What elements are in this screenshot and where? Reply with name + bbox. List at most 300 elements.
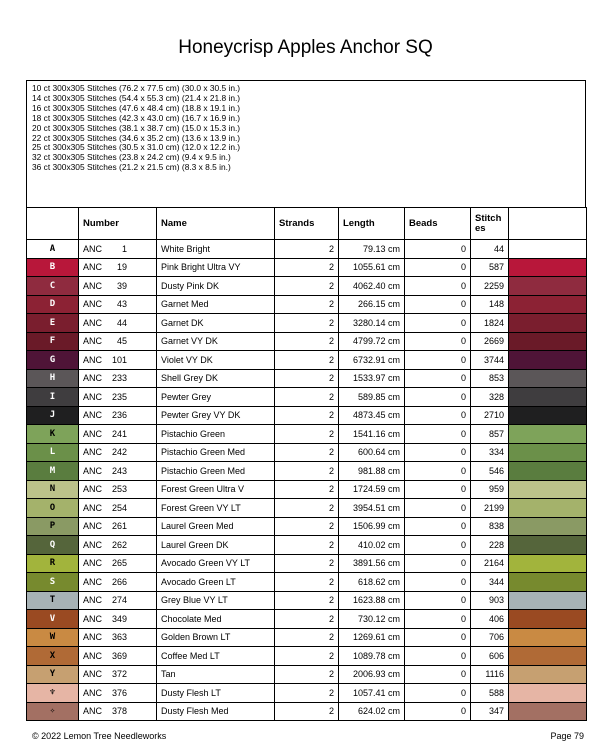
name-header: Name bbox=[157, 208, 275, 240]
brand-label: ANC bbox=[83, 632, 103, 643]
number-cell bbox=[79, 295, 157, 314]
beads-cell: 0 bbox=[405, 591, 471, 610]
name-cell: Chocolate Med bbox=[157, 610, 275, 629]
floss-number: 266 bbox=[111, 576, 127, 587]
color-swatch bbox=[509, 388, 587, 407]
color-swatch bbox=[509, 240, 587, 259]
length-cell: 3280.14 cm bbox=[339, 314, 405, 333]
beads-cell: 0 bbox=[405, 240, 471, 259]
name-cell: Grey Blue VY LT bbox=[157, 591, 275, 610]
stitches-cell: 2710 bbox=[471, 406, 509, 425]
length-cell: 3891.56 cm bbox=[339, 554, 405, 573]
brand-label: ANC bbox=[83, 262, 103, 273]
number-cell bbox=[79, 277, 157, 296]
strands-cell: 2 bbox=[275, 240, 339, 259]
color-swatch bbox=[509, 295, 587, 314]
length-cell: 981.88 cm bbox=[339, 462, 405, 481]
stitches-cell: 903 bbox=[471, 591, 509, 610]
length-cell: 600.64 cm bbox=[339, 443, 405, 462]
stitches-cell: 1116 bbox=[471, 665, 509, 684]
color-swatch bbox=[509, 480, 587, 499]
floss-number: 254 bbox=[111, 502, 127, 513]
strands-cell: 2 bbox=[275, 702, 339, 721]
strands-cell: 2 bbox=[275, 425, 339, 444]
floss-legend-table bbox=[26, 207, 587, 721]
strands-cell: 2 bbox=[275, 295, 339, 314]
table-row bbox=[27, 573, 587, 592]
symbol-cell: N bbox=[27, 480, 79, 499]
beads-cell: 0 bbox=[405, 388, 471, 407]
table-row bbox=[27, 332, 587, 351]
brand-label: ANC bbox=[83, 521, 103, 532]
fabric-size-line: 16 ct 300x305 Stitches (47.6 x 48.4 cm) (18.8 x 19.1 in.) bbox=[32, 102, 241, 113]
stitches-cell: 3744 bbox=[471, 351, 509, 370]
stitches-cell: 2164 bbox=[471, 554, 509, 573]
number-cell bbox=[79, 480, 157, 499]
table-row bbox=[27, 295, 587, 314]
floss-number: 1 bbox=[121, 243, 127, 254]
name-cell: Dusty Flesh Med bbox=[157, 702, 275, 721]
length-cell: 1057.41 cm bbox=[339, 684, 405, 703]
number-header: Number bbox=[79, 208, 157, 240]
name-cell: Pistachio Green Med bbox=[157, 443, 275, 462]
table-row bbox=[27, 480, 587, 499]
length-cell: 1541.16 cm bbox=[339, 425, 405, 444]
symbol-cell: T bbox=[27, 591, 79, 610]
beads-cell: 0 bbox=[405, 295, 471, 314]
number-cell bbox=[79, 684, 157, 703]
brand-label: ANC bbox=[83, 465, 103, 476]
brand-label: ANC bbox=[83, 687, 103, 698]
brand-label: ANC bbox=[83, 613, 103, 624]
symbol-cell: S bbox=[27, 573, 79, 592]
beads-cell: 0 bbox=[405, 332, 471, 351]
name-cell: Coffee Med LT bbox=[157, 647, 275, 666]
fabric-sizes-box bbox=[26, 80, 586, 208]
name-cell: Golden Brown LT bbox=[157, 628, 275, 647]
floss-number: 43 bbox=[116, 299, 127, 310]
brand-label: ANC bbox=[83, 576, 103, 587]
beads-cell: 0 bbox=[405, 480, 471, 499]
table-row bbox=[27, 443, 587, 462]
floss-number: 101 bbox=[111, 354, 127, 365]
table-row bbox=[27, 277, 587, 296]
number-cell bbox=[79, 499, 157, 518]
symbol-cell: X bbox=[27, 647, 79, 666]
strands-cell: 2 bbox=[275, 573, 339, 592]
color-swatch bbox=[509, 258, 587, 277]
table-row bbox=[27, 406, 587, 425]
length-cell: 1623.88 cm bbox=[339, 591, 405, 610]
symbol-cell: F bbox=[27, 332, 79, 351]
stitches-cell: 546 bbox=[471, 462, 509, 481]
stitches-cell: 347 bbox=[471, 702, 509, 721]
brand-label: ANC bbox=[83, 669, 103, 680]
table-row bbox=[27, 314, 587, 333]
stitches-cell: 606 bbox=[471, 647, 509, 666]
length-cell: 4799.72 cm bbox=[339, 332, 405, 351]
stitches-header bbox=[471, 208, 509, 240]
beads-cell: 0 bbox=[405, 554, 471, 573]
color-swatch bbox=[509, 443, 587, 462]
beads-cell: 0 bbox=[405, 462, 471, 481]
name-cell: Tan bbox=[157, 665, 275, 684]
strands-cell: 2 bbox=[275, 332, 339, 351]
brand-label: ANC bbox=[83, 428, 103, 439]
beads-cell: 0 bbox=[405, 425, 471, 444]
name-cell: Pistachio Green Med bbox=[157, 462, 275, 481]
color-swatch bbox=[509, 462, 587, 481]
strands-cell: 2 bbox=[275, 388, 339, 407]
length-header: Length bbox=[339, 208, 405, 240]
beads-cell: 0 bbox=[405, 573, 471, 592]
strands-cell: 2 bbox=[275, 277, 339, 296]
strands-header: Strands bbox=[275, 208, 339, 240]
beads-cell: 0 bbox=[405, 536, 471, 555]
symbol-cell: L bbox=[27, 443, 79, 462]
symbol-cell: I bbox=[27, 388, 79, 407]
symbol-cell: G bbox=[27, 351, 79, 370]
stitches-cell: 44 bbox=[471, 240, 509, 259]
number-cell bbox=[79, 647, 157, 666]
color-swatch bbox=[509, 702, 587, 721]
beads-cell: 0 bbox=[405, 665, 471, 684]
fabric-size-line: 32 ct 300x305 Stitches (23.8 x 24.2 cm) (9.4 x 9.5 in.) bbox=[32, 152, 231, 163]
brand-label: ANC bbox=[83, 391, 103, 402]
brand-label: ANC bbox=[83, 539, 103, 550]
table-row bbox=[27, 665, 587, 684]
length-cell: 79.13 cm bbox=[339, 240, 405, 259]
floss-number: 363 bbox=[111, 632, 127, 643]
symbol-cell: P bbox=[27, 517, 79, 536]
color-header bbox=[509, 208, 587, 240]
symbol-cell: D bbox=[27, 295, 79, 314]
stitches-cell: 344 bbox=[471, 573, 509, 592]
number-cell bbox=[79, 314, 157, 333]
length-cell: 410.02 cm bbox=[339, 536, 405, 555]
color-swatch bbox=[509, 573, 587, 592]
length-cell: 6732.91 cm bbox=[339, 351, 405, 370]
strands-cell: 2 bbox=[275, 554, 339, 573]
brand-label: ANC bbox=[83, 595, 103, 606]
floss-number: 236 bbox=[111, 410, 127, 421]
floss-number: 262 bbox=[111, 539, 127, 550]
stitches-cell: 959 bbox=[471, 480, 509, 499]
color-swatch bbox=[509, 332, 587, 351]
number-cell bbox=[79, 628, 157, 647]
name-cell: Forest Green Ultra V bbox=[157, 480, 275, 499]
stitches-cell: 2199 bbox=[471, 499, 509, 518]
floss-number: 233 bbox=[111, 373, 127, 384]
stitches-cell: 228 bbox=[471, 536, 509, 555]
strands-cell: 2 bbox=[275, 462, 339, 481]
strands-cell: 2 bbox=[275, 314, 339, 333]
number-cell bbox=[79, 554, 157, 573]
color-swatch bbox=[509, 665, 587, 684]
fabric-size-line: 10 ct 300x305 Stitches (76.2 x 77.5 cm) (30.0 x 30.5 in.) bbox=[32, 83, 241, 93]
beads-cell: 0 bbox=[405, 406, 471, 425]
symbol-cell: O bbox=[27, 499, 79, 518]
length-cell: 730.12 cm bbox=[339, 610, 405, 629]
floss-number: 349 bbox=[111, 613, 127, 624]
symbol-cell: ♆ bbox=[27, 684, 79, 703]
length-cell: 1055.61 cm bbox=[339, 258, 405, 277]
table-row bbox=[27, 684, 587, 703]
beads-cell: 0 bbox=[405, 443, 471, 462]
table-row bbox=[27, 462, 587, 481]
strands-cell: 2 bbox=[275, 499, 339, 518]
number-cell bbox=[79, 406, 157, 425]
symbol-cell: H bbox=[27, 369, 79, 388]
color-swatch bbox=[509, 314, 587, 333]
strands-cell: 2 bbox=[275, 258, 339, 277]
number-cell bbox=[79, 351, 157, 370]
number-cell bbox=[79, 240, 157, 259]
table-row bbox=[27, 591, 587, 610]
stitches-cell: 1824 bbox=[471, 314, 509, 333]
beads-cell: 0 bbox=[405, 499, 471, 518]
floss-number: 242 bbox=[111, 447, 127, 458]
color-swatch bbox=[509, 277, 587, 296]
beads-cell: 0 bbox=[405, 314, 471, 333]
name-cell: Laurel Green Med bbox=[157, 517, 275, 536]
color-swatch bbox=[509, 684, 587, 703]
fabric-size-line: 25 ct 300x305 Stitches (30.5 x 31.0 cm) (12.0 x 12.2 in.) bbox=[32, 142, 241, 153]
table-row bbox=[27, 258, 587, 277]
number-cell bbox=[79, 462, 157, 481]
color-swatch bbox=[509, 517, 587, 536]
symbol-cell: K bbox=[27, 425, 79, 444]
floss-number: 44 bbox=[116, 317, 127, 328]
symbol-cell: E bbox=[27, 314, 79, 333]
color-swatch bbox=[509, 647, 587, 666]
floss-number: 369 bbox=[111, 650, 127, 661]
table-header-row bbox=[27, 208, 587, 240]
length-cell: 1506.99 cm bbox=[339, 517, 405, 536]
table-row bbox=[27, 499, 587, 518]
beads-cell: 0 bbox=[405, 277, 471, 296]
symbol-cell: W bbox=[27, 628, 79, 647]
stitches-header-label: Stitch es bbox=[475, 212, 502, 234]
number-cell bbox=[79, 591, 157, 610]
name-cell: Violet VY DK bbox=[157, 351, 275, 370]
length-cell: 4062.40 cm bbox=[339, 277, 405, 296]
beads-cell: 0 bbox=[405, 369, 471, 388]
brand-label: ANC bbox=[83, 706, 103, 717]
floss-number: 243 bbox=[111, 465, 127, 476]
number-cell bbox=[79, 610, 157, 629]
color-swatch bbox=[509, 499, 587, 518]
brand-label: ANC bbox=[83, 299, 103, 310]
name-cell: Garnet DK bbox=[157, 314, 275, 333]
stitches-cell: 587 bbox=[471, 258, 509, 277]
symbol-cell: ✧ bbox=[27, 702, 79, 721]
number-cell bbox=[79, 517, 157, 536]
name-cell: Forest Green VY LT bbox=[157, 499, 275, 518]
floss-number: 253 bbox=[111, 484, 127, 495]
number-cell bbox=[79, 388, 157, 407]
number-cell bbox=[79, 702, 157, 721]
beads-header: Beads bbox=[405, 208, 471, 240]
table-row bbox=[27, 610, 587, 629]
table-row bbox=[27, 536, 587, 555]
floss-number: 235 bbox=[111, 391, 127, 402]
symbol-cell: M bbox=[27, 462, 79, 481]
stitches-cell: 148 bbox=[471, 295, 509, 314]
length-cell: 618.62 cm bbox=[339, 573, 405, 592]
symbol-cell: A bbox=[27, 240, 79, 259]
stitches-cell: 588 bbox=[471, 684, 509, 703]
number-cell bbox=[79, 369, 157, 388]
strands-cell: 2 bbox=[275, 480, 339, 499]
stitches-cell: 328 bbox=[471, 388, 509, 407]
symbol-cell: V bbox=[27, 610, 79, 629]
strands-cell: 2 bbox=[275, 665, 339, 684]
name-cell: Avocado Green VY LT bbox=[157, 554, 275, 573]
stitches-cell: 857 bbox=[471, 425, 509, 444]
number-cell bbox=[79, 443, 157, 462]
name-cell: Garnet VY DK bbox=[157, 332, 275, 351]
strands-cell: 2 bbox=[275, 591, 339, 610]
color-swatch bbox=[509, 369, 587, 388]
name-cell: Pewter Grey bbox=[157, 388, 275, 407]
color-swatch bbox=[509, 591, 587, 610]
number-cell bbox=[79, 665, 157, 684]
length-cell: 1533.97 cm bbox=[339, 369, 405, 388]
number-cell bbox=[79, 536, 157, 555]
floss-number: 372 bbox=[111, 669, 127, 680]
floss-number: 19 bbox=[116, 262, 127, 273]
strands-cell: 2 bbox=[275, 406, 339, 425]
name-cell: Pistachio Green bbox=[157, 425, 275, 444]
strands-cell: 2 bbox=[275, 610, 339, 629]
length-cell: 624.02 cm bbox=[339, 702, 405, 721]
length-cell: 266.15 cm bbox=[339, 295, 405, 314]
fabric-size-line: 36 ct 300x305 Stitches (21.2 x 21.5 cm) (8.3 x 8.5 in.) bbox=[32, 162, 231, 173]
stitches-cell: 853 bbox=[471, 369, 509, 388]
strands-cell: 2 bbox=[275, 517, 339, 536]
color-swatch bbox=[509, 554, 587, 573]
table-row bbox=[27, 702, 587, 721]
strands-cell: 2 bbox=[275, 684, 339, 703]
name-cell: Dusty Flesh LT bbox=[157, 684, 275, 703]
strands-cell: 2 bbox=[275, 369, 339, 388]
floss-number: 241 bbox=[111, 428, 127, 439]
brand-label: ANC bbox=[83, 447, 103, 458]
stitches-cell: 838 bbox=[471, 517, 509, 536]
brand-label: ANC bbox=[83, 410, 103, 421]
strands-cell: 2 bbox=[275, 351, 339, 370]
fabric-size-line: 14 ct 300x305 Stitches (54.4 x 55.3 cm) (21.4 x 21.8 in.) bbox=[32, 92, 241, 103]
brand-label: ANC bbox=[83, 336, 103, 347]
floss-number: 261 bbox=[111, 521, 127, 532]
beads-cell: 0 bbox=[405, 517, 471, 536]
name-cell: Laurel Green DK bbox=[157, 536, 275, 555]
stitches-cell: 706 bbox=[471, 628, 509, 647]
symbol-cell: J bbox=[27, 406, 79, 425]
length-cell: 589.85 cm bbox=[339, 388, 405, 407]
beads-cell: 0 bbox=[405, 684, 471, 703]
number-cell bbox=[79, 258, 157, 277]
floss-number: 45 bbox=[116, 336, 127, 347]
table-row bbox=[27, 647, 587, 666]
floss-number: 378 bbox=[111, 706, 127, 717]
name-cell: Pewter Grey VY DK bbox=[157, 406, 275, 425]
name-cell: Shell Grey DK bbox=[157, 369, 275, 388]
length-cell: 2006.93 cm bbox=[339, 665, 405, 684]
symbol-cell: R bbox=[27, 554, 79, 573]
brand-label: ANC bbox=[83, 354, 103, 365]
symbol-cell: Q bbox=[27, 536, 79, 555]
table-row bbox=[27, 351, 587, 370]
floss-number: 265 bbox=[111, 558, 127, 569]
strands-cell: 2 bbox=[275, 443, 339, 462]
brand-label: ANC bbox=[83, 243, 103, 254]
brand-label: ANC bbox=[83, 280, 103, 291]
strands-cell: 2 bbox=[275, 647, 339, 666]
length-cell: 1724.59 cm bbox=[339, 480, 405, 499]
name-cell: Pink Bright Ultra VY bbox=[157, 258, 275, 277]
brand-label: ANC bbox=[83, 502, 103, 513]
beads-cell: 0 bbox=[405, 610, 471, 629]
beads-cell: 0 bbox=[405, 258, 471, 277]
fabric-size-line: 22 ct 300x305 Stitches (34.6 x 35.2 cm) (13.6 x 13.9 in.) bbox=[32, 132, 241, 143]
table-row bbox=[27, 554, 587, 573]
brand-label: ANC bbox=[83, 558, 103, 569]
table-row bbox=[27, 628, 587, 647]
number-cell bbox=[79, 573, 157, 592]
symbol-cell: C bbox=[27, 277, 79, 296]
strands-cell: 2 bbox=[275, 628, 339, 647]
beads-cell: 0 bbox=[405, 628, 471, 647]
length-cell: 1269.61 cm bbox=[339, 628, 405, 647]
table-row bbox=[27, 388, 587, 407]
brand-label: ANC bbox=[83, 650, 103, 661]
fabric-size-line: 18 ct 300x305 Stitches (42.3 x 43.0 cm) (16.7 x 16.9 in.) bbox=[32, 112, 241, 123]
beads-cell: 0 bbox=[405, 647, 471, 666]
table-row bbox=[27, 240, 587, 259]
stitches-cell: 2259 bbox=[471, 277, 509, 296]
number-cell bbox=[79, 332, 157, 351]
table-row bbox=[27, 425, 587, 444]
color-swatch bbox=[509, 425, 587, 444]
beads-cell: 0 bbox=[405, 702, 471, 721]
strands-cell: 2 bbox=[275, 536, 339, 555]
brand-label: ANC bbox=[83, 317, 103, 328]
symbol-header bbox=[27, 208, 79, 240]
color-swatch bbox=[509, 351, 587, 370]
length-cell: 3954.51 cm bbox=[339, 499, 405, 518]
table-row bbox=[27, 369, 587, 388]
stitches-cell: 2669 bbox=[471, 332, 509, 351]
table-row bbox=[27, 517, 587, 536]
copyright: © 2022 Lemon Tree Needleworks bbox=[32, 731, 167, 741]
color-swatch bbox=[509, 536, 587, 555]
stitches-cell: 406 bbox=[471, 610, 509, 629]
brand-label: ANC bbox=[83, 484, 103, 495]
floss-number: 376 bbox=[111, 687, 127, 698]
length-cell: 1089.78 cm bbox=[339, 647, 405, 666]
floss-number: 274 bbox=[111, 595, 127, 606]
brand-label: ANC bbox=[83, 373, 103, 384]
name-cell: Dusty Pink DK bbox=[157, 277, 275, 296]
symbol-cell: Y bbox=[27, 665, 79, 684]
color-swatch bbox=[509, 610, 587, 629]
symbol-cell: B bbox=[27, 258, 79, 277]
number-cell bbox=[79, 425, 157, 444]
length-cell: 4873.45 cm bbox=[339, 406, 405, 425]
fabric-size-line: 20 ct 300x305 Stitches (38.1 x 38.7 cm) (15.0 x 15.3 in.) bbox=[32, 122, 241, 133]
